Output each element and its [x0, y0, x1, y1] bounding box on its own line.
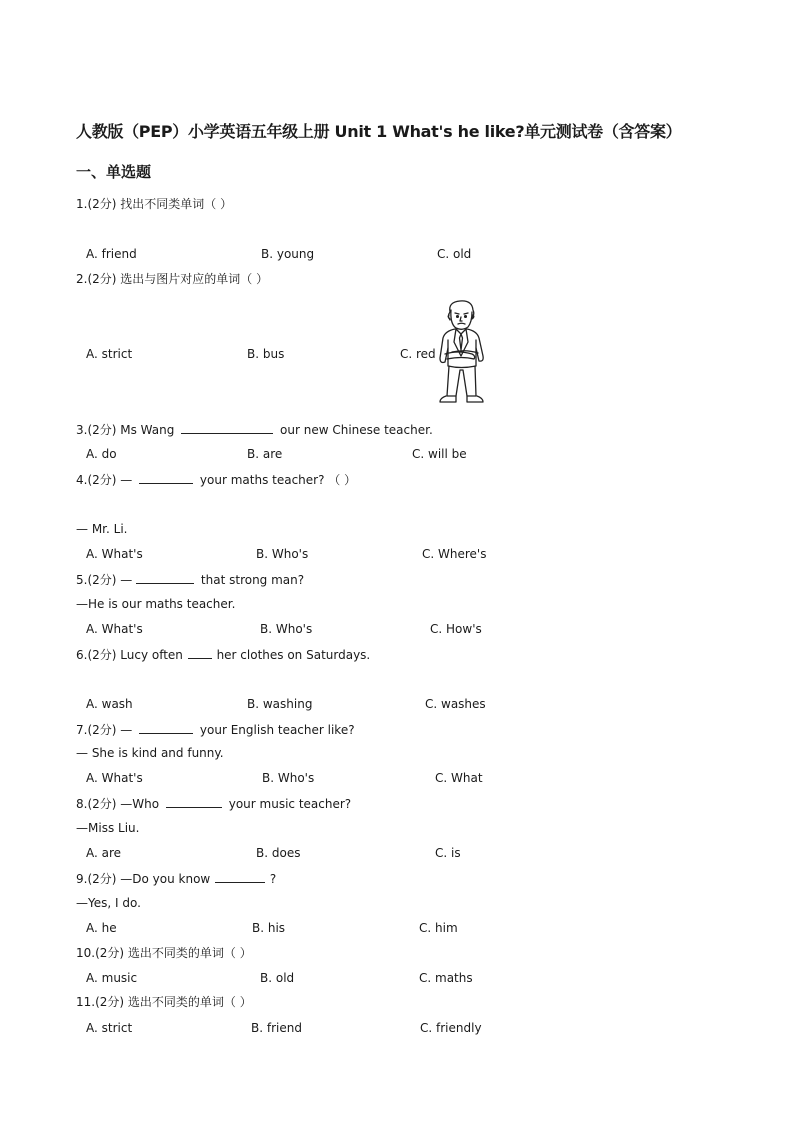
- stem-post: our new Chinese teacher.: [280, 423, 433, 437]
- option-b: B. friend: [251, 1021, 302, 1035]
- stem-pre: 5.(2分) —: [76, 573, 133, 587]
- stem-post: your music teacher?: [228, 797, 352, 811]
- option-c: C. old: [437, 247, 472, 261]
- stem-post: your maths teacher? （ ）: [199, 473, 357, 487]
- answer-line: — Mr. Li.: [76, 522, 128, 536]
- stem-pre: 9.(2分) —Do you know: [76, 872, 211, 886]
- stem-post: ?: [269, 872, 277, 886]
- page-title: 人教版（PEP）小学英语五年级上册 Unit 1 What's he like?单元测试卷（含答案）: [76, 122, 682, 141]
- stem-post: that strong man?: [200, 573, 305, 587]
- option-c: C. red: [400, 347, 436, 361]
- stem-pre: 4.(2分) —: [76, 473, 133, 487]
- option-a: A. friend: [86, 247, 137, 261]
- answer-line: —Miss Liu.: [76, 821, 140, 835]
- answer-blank: [181, 422, 273, 434]
- option-a: A. What's: [86, 547, 143, 561]
- option-c: C. washes: [425, 697, 486, 711]
- option-a: A. he: [86, 921, 117, 935]
- answer-line: —He is our maths teacher.: [76, 597, 236, 611]
- answer-blank: [188, 647, 212, 659]
- option-a: A. strict: [86, 1021, 133, 1035]
- option-c: C. What: [435, 771, 483, 785]
- option-a: A. wash: [86, 697, 133, 711]
- question-stem: 10.(2分) 选出不同类的单词（ ）: [76, 946, 252, 960]
- option-b: B. his: [252, 921, 286, 935]
- option-a: A. do: [86, 447, 117, 461]
- question-stem: [76, 572, 304, 587]
- answer-line: —Yes, I do.: [76, 896, 141, 910]
- option-c: C. will be: [412, 447, 467, 461]
- question-stem: [76, 722, 355, 737]
- answer-blank: [139, 722, 193, 734]
- question-stem: [76, 796, 351, 811]
- option-b: B. washing: [247, 697, 313, 711]
- answer-blank: [166, 796, 222, 808]
- option-c: C. How's: [430, 622, 482, 636]
- question-stem: [76, 472, 356, 487]
- stem-pre: 6.(2分) Lucy often: [76, 648, 183, 662]
- option-a: A. music: [86, 971, 138, 985]
- question-stem: 1.(2分) 找出不同类单词（ ）: [76, 197, 233, 211]
- question-stem: [76, 647, 370, 662]
- answer-blank: [215, 871, 265, 883]
- option-a: A. What's: [86, 622, 143, 636]
- option-b: B. Who's: [256, 547, 309, 561]
- option-b: B. young: [261, 247, 315, 261]
- question-stem: [76, 871, 276, 886]
- answer-line: — She is kind and funny.: [76, 746, 224, 760]
- option-a: A. What's: [86, 771, 143, 785]
- stem-pre: 3.(2分) Ms Wang: [76, 423, 175, 437]
- section-title: 一、单选题: [76, 163, 152, 181]
- option-c: C. Where's: [422, 547, 487, 561]
- stem-post: her clothes on Saturdays.: [216, 648, 371, 662]
- stem-pre: 8.(2分) —Who: [76, 797, 160, 811]
- answer-blank: [139, 472, 193, 484]
- stem-post: your English teacher like?: [199, 723, 355, 737]
- option-a: A. strict: [86, 347, 133, 361]
- stem-pre: 7.(2分) —: [76, 723, 133, 737]
- question-stem: 11.(2分) 选出不同类的单词（ ）: [76, 995, 252, 1009]
- option-b: B. Who's: [260, 622, 313, 636]
- option-c: C. him: [419, 921, 458, 935]
- option-b: B. are: [247, 447, 283, 461]
- option-b: B. bus: [247, 347, 285, 361]
- option-a: A. are: [86, 846, 122, 860]
- teacher-cartoon-icon: [432, 298, 492, 408]
- question-stem: [76, 422, 433, 437]
- option-b: B. Who's: [262, 771, 315, 785]
- question-stem: 2.(2分) 选出与图片对应的单词（ ）: [76, 272, 269, 286]
- option-c: C. maths: [419, 971, 473, 985]
- option-c: C. is: [435, 846, 461, 860]
- option-c: C. friendly: [420, 1021, 482, 1035]
- answer-blank: [136, 572, 194, 584]
- option-b: B. old: [260, 971, 295, 985]
- option-b: B. does: [256, 846, 301, 860]
